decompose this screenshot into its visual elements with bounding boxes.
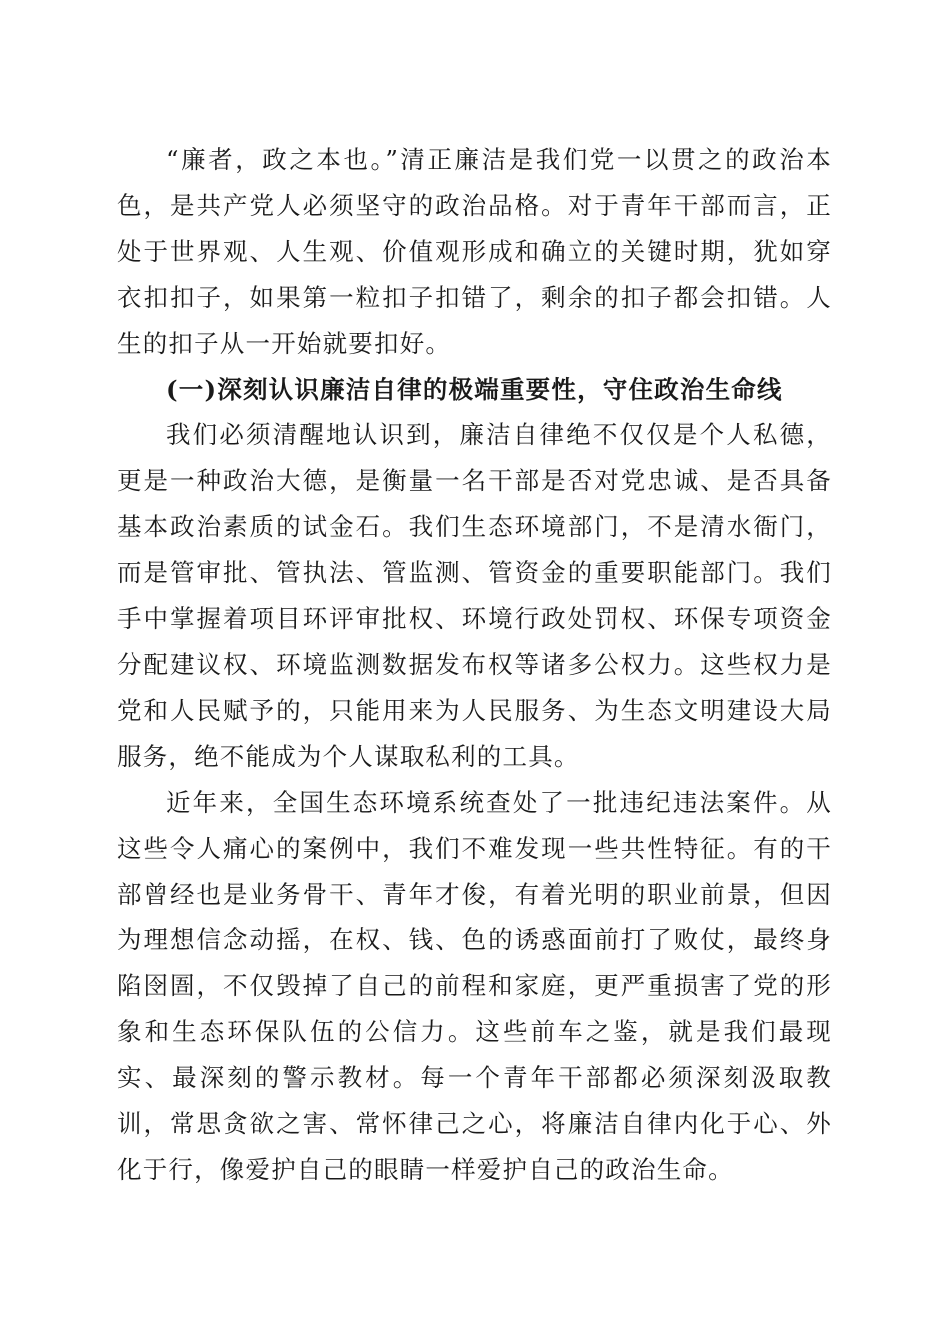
paragraph-importance: 我们必须清醒地认识到，廉洁自律绝不仅仅是个人私德，更是一种政治大德，是衡量一名干部是否对党忠诚、是否具备基本政治素质的试金石。我们生态环境部门，不是清水衙门，而是管审批、管执法、管监测、管资金的重要职能部门。我们手中掌握着项目环评审批权、环境行政处罚权、环保专项资金分配建议权、环境监测数据发布权等诸多公权力。这些权力是党和人民赋予的，只能用来为人民服务、为生态文明建设大局服务，绝不能成为个人谋取私利的工具。 bbox=[117, 420, 832, 771]
paragraph-intro: “廉者，政之本也。”清正廉洁是我们党一以贯之的政治本色，是共产党人必须坚守的政治品格。对于青年干部而言，正处于世界观、人生观、价值观形成和确立的关键时期，犹如穿衣扣扣子，如果第一粒扣子扣错了，剩余的扣子都会扣错。人生的扣子从一开始就要扣好。 bbox=[117, 145, 832, 358]
paragraph-cases: 近年来，全国生态环境系统查处了一批违纪违法案件。从这些令人痛心的案例中，我们不难发现一些共性特征。有的干部曾经也是业务骨干、青年才俊，有着光明的职业前景，但因为理想信念动摇，在权、钱、色的诱惑面前打了败仗，最终身陷囹圄，不仅毁掉了自己的前程和家庭，更严重损害了党的形象和生态环保队伍的公信力。这些前车之鉴，就是我们最现实、最深刻的警示教材。每一个青年干部都必须深刻汲取教训，常思贪欲之害、常怀律己之心，将廉洁自律内化于心、外化于行，像爱护自己的眼睛一样爱护自己的政治生命。 bbox=[117, 787, 832, 1184]
section-heading: (一)深刻认识廉洁自律的极端重要性，守住政治生命线 bbox=[166, 374, 783, 404]
document-body bbox=[117, 137, 832, 1193]
